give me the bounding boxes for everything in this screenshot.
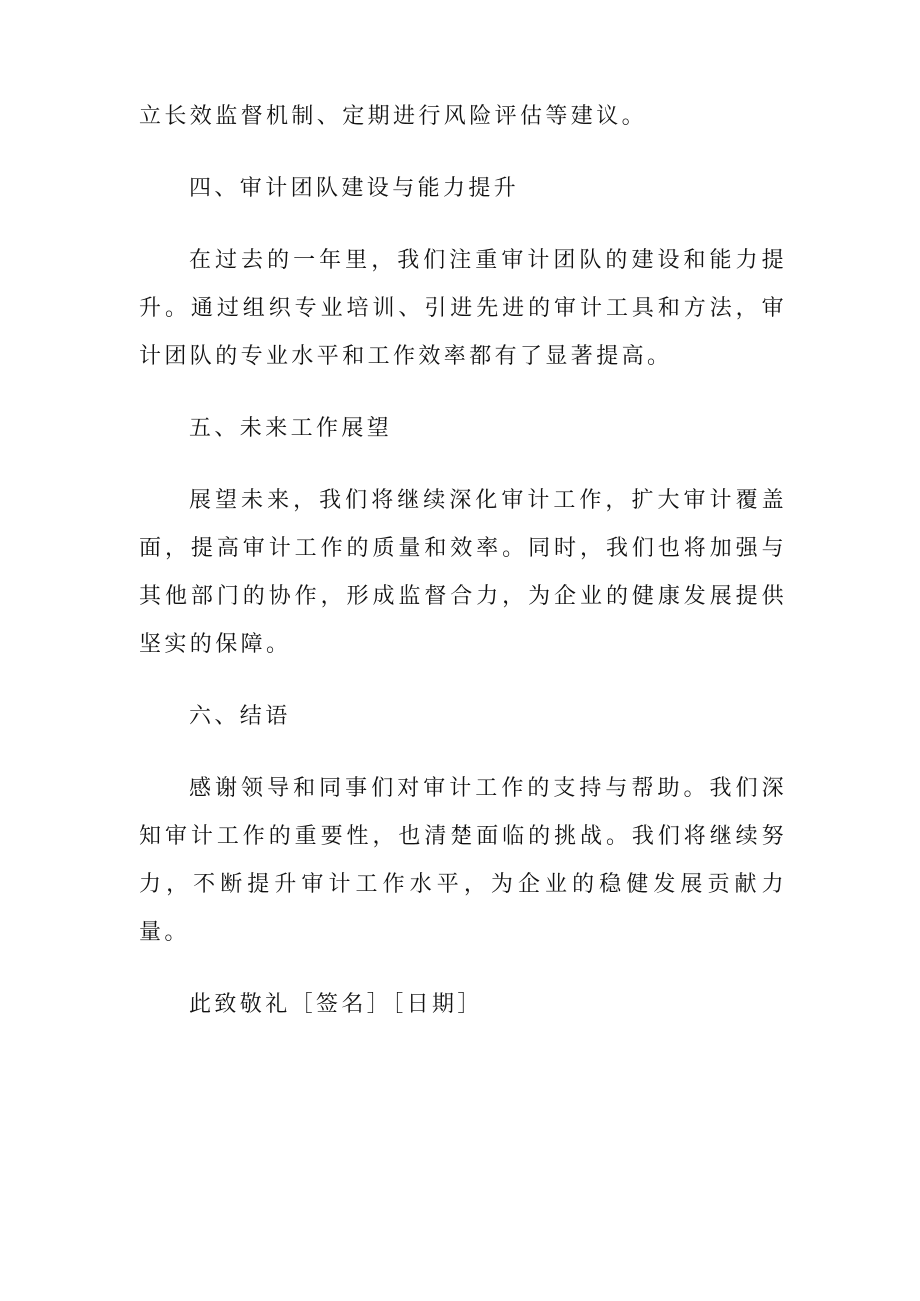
section-body-team: 在过去的一年里，我们注重审计团队的建设和能力提升。通过组织专业培训、引进先进的审计工具和方法，审计团队的专业水平和工作效率都有了显著提高。 xyxy=(139,248,787,369)
section-heading-conclusion: 六、结语 xyxy=(189,704,291,729)
closing-signature-line: 此致敬礼［签名］［日期］ xyxy=(189,992,483,1017)
document-body xyxy=(139,93,787,1029)
section-heading-team: 四、审计团队建设与能力提升 xyxy=(189,176,520,201)
section-heading-outlook: 五、未来工作展望 xyxy=(189,416,393,441)
section-body-outlook: 展望未来，我们将继续深化审计工作，扩大审计覆盖面，提高审计工作的质量和效率。同时，我们也将加强与其他部门的协作，形成监督合力，为企业的健康发展提供坚实的保障。 xyxy=(139,488,787,657)
section-body-conclusion: 感谢领导和同事们对审计工作的支持与帮助。我们深知审计工作的重要性，也清楚面临的挑战。我们将继续努力，不断提升审计工作水平，为企业的稳健发展贡献力量。 xyxy=(139,776,787,945)
continuation-paragraph: 立长效监督机制、定期进行风险评估等建议。 xyxy=(139,104,648,129)
